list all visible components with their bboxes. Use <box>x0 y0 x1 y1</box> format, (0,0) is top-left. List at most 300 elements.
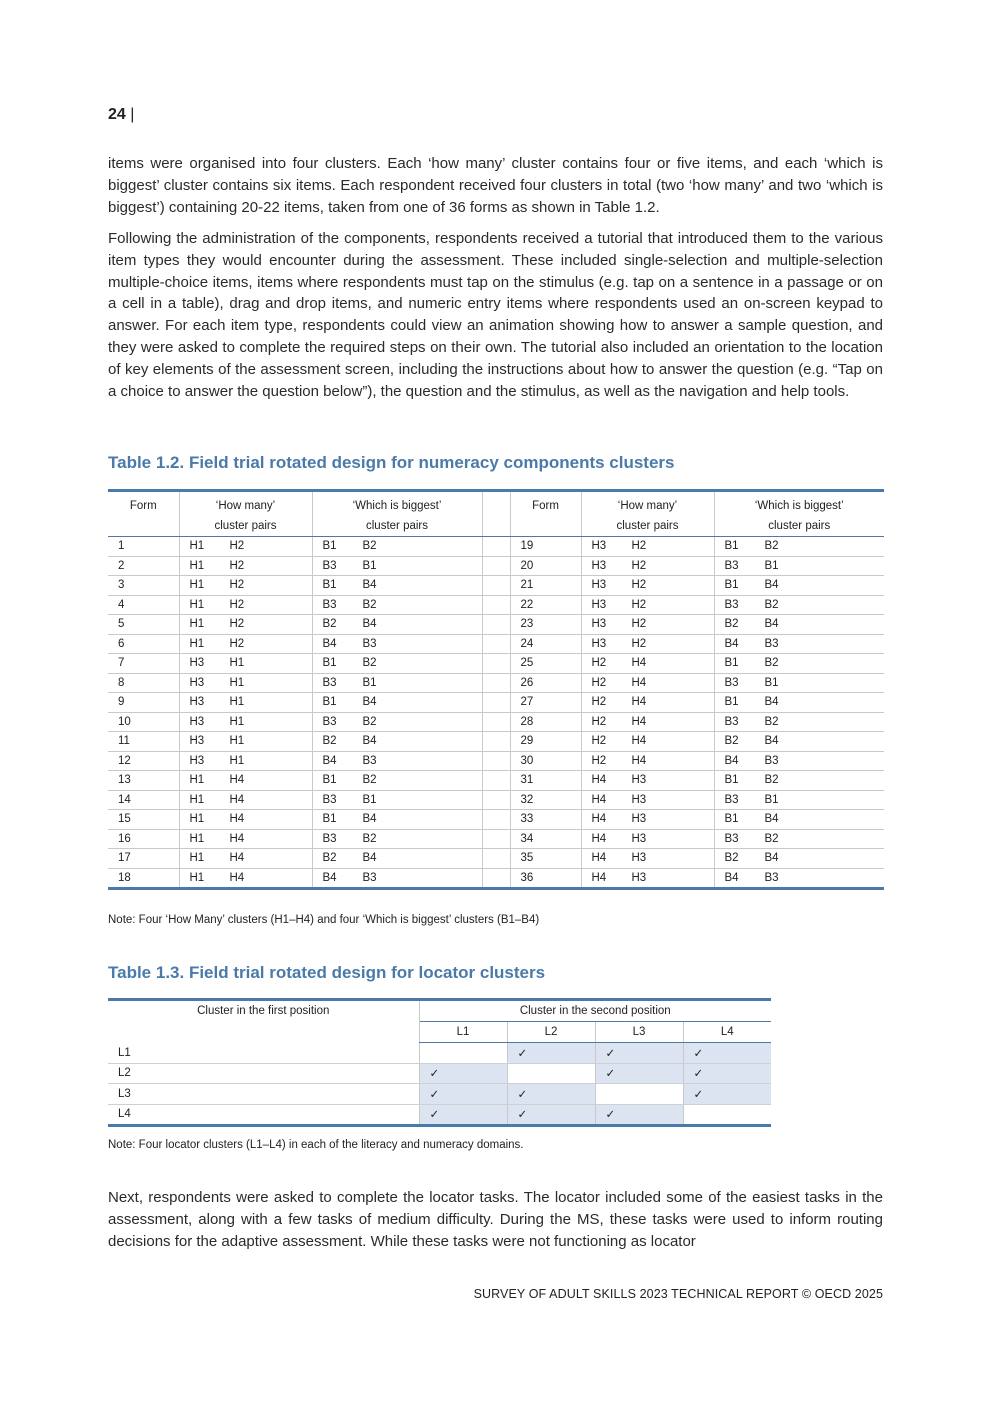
table-row <box>108 1104 771 1126</box>
table-row <box>108 537 884 557</box>
form-cell: 32 <box>510 790 581 810</box>
cluster-code: H4 <box>631 657 647 670</box>
cluster-code: H4 <box>631 735 647 748</box>
check-cell: ✓ <box>507 1104 595 1126</box>
cluster-code: B1 <box>322 813 337 826</box>
cluster-code: H1 <box>229 676 245 689</box>
cluster-code: B3 <box>724 598 739 611</box>
header-how-many: ‘How many’ cluster pairs <box>179 491 312 537</box>
cluster-code: H2 <box>591 696 607 709</box>
form-cell: 28 <box>510 712 581 732</box>
cluster-code: B3 <box>322 715 337 728</box>
form-cell: 20 <box>510 556 581 576</box>
which-biggest-cell <box>312 732 482 752</box>
cluster-code: H1 <box>189 559 205 572</box>
cluster-code: H1 <box>189 832 205 845</box>
cluster-code: B1 <box>322 774 337 787</box>
check-cell: ✓ <box>419 1104 507 1126</box>
cluster-code: B4 <box>362 579 377 592</box>
which-biggest-cell <box>714 654 884 674</box>
cluster-code: H2 <box>591 754 607 767</box>
cluster-code: H3 <box>189 715 205 728</box>
how-many-cell <box>179 615 312 635</box>
how-many-cell <box>179 693 312 713</box>
col-l4: L4 <box>683 1022 771 1043</box>
cluster-code: H1 <box>189 598 205 611</box>
table-1-2-header-row <box>108 491 884 537</box>
check-cell: ✓ <box>683 1084 771 1105</box>
header-first-position: Cluster in the first position <box>197 1005 330 1017</box>
how-many-cell <box>581 615 714 635</box>
form-cell: 16 <box>108 829 179 849</box>
cluster-code: B3 <box>322 793 337 806</box>
cluster-code: B1 <box>322 657 337 670</box>
cluster-code: B4 <box>764 852 779 865</box>
gap-cell <box>482 810 510 830</box>
cluster-code: H1 <box>229 696 245 709</box>
how-many-cell <box>581 712 714 732</box>
page-number-separator: | <box>130 106 135 123</box>
form-cell: 36 <box>510 868 581 889</box>
cluster-code: H2 <box>591 715 607 728</box>
cluster-code: B2 <box>764 598 779 611</box>
table-1-2-note: Note: Four ‘How Many’ clusters (H1–H4) and four ‘Which is biggest’ clusters (B1–B4) <box>108 914 540 926</box>
form-cell: 3 <box>108 576 179 596</box>
form-cell: 29 <box>510 732 581 752</box>
cluster-code: H4 <box>631 696 647 709</box>
form-cell: 11 <box>108 732 179 752</box>
cluster-code: H3 <box>631 793 647 806</box>
cluster-code: H1 <box>229 657 245 670</box>
table-row <box>108 576 884 596</box>
cluster-code: B3 <box>724 676 739 689</box>
form-cell: 18 <box>108 868 179 889</box>
cluster-code: B2 <box>322 735 337 748</box>
cluster-code: B1 <box>764 676 779 689</box>
how-many-cell <box>179 595 312 615</box>
form-cell: 35 <box>510 849 581 869</box>
how-many-cell <box>179 790 312 810</box>
gap-cell <box>482 595 510 615</box>
cluster-code: H4 <box>229 793 245 806</box>
cluster-code: H1 <box>189 540 205 553</box>
cluster-code: H2 <box>229 598 245 611</box>
cluster-code: B2 <box>724 852 739 865</box>
which-biggest-cell <box>714 732 884 752</box>
col-l1: L1 <box>419 1022 507 1043</box>
table-row <box>108 751 884 771</box>
which-biggest-cell <box>312 634 482 654</box>
table-1-2-caption: Table 1.2. Field trial rotated design for numeracy components clusters <box>108 453 675 472</box>
cluster-code: B3 <box>764 754 779 767</box>
how-many-cell <box>179 673 312 693</box>
how-many-cell <box>581 810 714 830</box>
form-cell: 15 <box>108 810 179 830</box>
which-biggest-cell <box>714 868 884 889</box>
cluster-code: H1 <box>229 735 245 748</box>
cluster-code: B3 <box>724 832 739 845</box>
cluster-code: B2 <box>322 852 337 865</box>
form-cell: 12 <box>108 751 179 771</box>
empty-cell <box>507 1063 595 1084</box>
table-row <box>108 790 884 810</box>
which-biggest-cell <box>312 556 482 576</box>
cluster-code: H1 <box>229 754 245 767</box>
cluster-code: B4 <box>322 754 337 767</box>
form-cell: 13 <box>108 771 179 791</box>
gap-cell <box>482 537 510 557</box>
which-biggest-cell <box>312 615 482 635</box>
cluster-code: H4 <box>591 852 607 865</box>
table-row <box>108 634 884 654</box>
check-cell: ✓ <box>595 1043 683 1064</box>
table-row <box>108 673 884 693</box>
header-which-biggest: ‘Which is biggest’ cluster pairs <box>312 491 482 537</box>
cluster-code: H4 <box>591 832 607 845</box>
check-cell: ✓ <box>595 1063 683 1084</box>
cluster-code: H2 <box>591 676 607 689</box>
cluster-code: H2 <box>631 559 647 572</box>
cluster-code: B1 <box>362 676 377 689</box>
cluster-code: B2 <box>362 657 377 670</box>
gap-cell <box>482 868 510 889</box>
form-cell: 6 <box>108 634 179 654</box>
cluster-code: B4 <box>362 813 377 826</box>
cluster-code: H1 <box>189 774 205 787</box>
cluster-code: H3 <box>189 676 205 689</box>
form-cell: 1 <box>108 537 179 557</box>
cluster-code: H2 <box>229 637 245 650</box>
form-cell: 14 <box>108 790 179 810</box>
page-number-value: 24 <box>108 106 126 123</box>
how-many-cell <box>581 829 714 849</box>
cluster-code: H4 <box>591 793 607 806</box>
which-biggest-cell <box>714 810 884 830</box>
cluster-code: B3 <box>724 559 739 572</box>
gap-cell <box>482 634 510 654</box>
how-many-cell <box>581 732 714 752</box>
header-second-position: Cluster in the second position <box>419 1000 771 1022</box>
cluster-code: B1 <box>724 774 739 787</box>
cluster-code: B3 <box>764 637 779 650</box>
gap-cell <box>482 751 510 771</box>
cluster-code: H3 <box>591 618 607 631</box>
cluster-code: B4 <box>362 618 377 631</box>
cluster-code: H4 <box>229 774 245 787</box>
cluster-code: B3 <box>724 715 739 728</box>
cluster-code: B1 <box>322 540 337 553</box>
cluster-code: B4 <box>322 637 337 650</box>
cluster-code: H1 <box>189 618 205 631</box>
cluster-code: B2 <box>724 618 739 631</box>
cluster-code: H2 <box>591 657 607 670</box>
cluster-code: H3 <box>591 598 607 611</box>
form-cell: 26 <box>510 673 581 693</box>
which-biggest-cell <box>312 771 482 791</box>
gap-cell <box>482 771 510 791</box>
cluster-code: B4 <box>322 871 337 884</box>
table-row <box>108 712 884 732</box>
how-many-cell <box>179 654 312 674</box>
cluster-code: H2 <box>631 579 647 592</box>
how-many-cell <box>581 556 714 576</box>
cluster-code: B1 <box>724 540 739 553</box>
how-many-cell <box>581 790 714 810</box>
cluster-code: B4 <box>362 735 377 748</box>
how-many-cell <box>179 810 312 830</box>
empty-cell <box>595 1084 683 1105</box>
which-biggest-cell <box>312 829 482 849</box>
cluster-code: B1 <box>362 793 377 806</box>
cluster-code: B2 <box>724 735 739 748</box>
cluster-code: B1 <box>322 579 337 592</box>
table-row <box>108 810 884 830</box>
table-1-3 <box>108 998 771 1127</box>
form-cell: 27 <box>510 693 581 713</box>
paragraph-locator: Next, respondents were asked to complete the locator tasks. The locator included some of the easiest tasks in the assessment, along with a few tasks of medium difficulty. During the MS, these tasks were used to inform routing decisions for the adaptive assessment. While these tasks were not functioning as locator <box>108 1189 883 1250</box>
which-biggest-cell <box>714 556 884 576</box>
empty-cell <box>419 1043 507 1064</box>
cluster-code: H3 <box>631 774 647 787</box>
which-biggest-cell <box>312 576 482 596</box>
cluster-code: B3 <box>764 871 779 884</box>
cluster-code: H4 <box>229 813 245 826</box>
how-many-cell <box>179 849 312 869</box>
form-cell: 23 <box>510 615 581 635</box>
cluster-code: B4 <box>764 579 779 592</box>
form-cell: 7 <box>108 654 179 674</box>
col-l2: L2 <box>507 1022 595 1043</box>
cluster-code: B4 <box>362 852 377 865</box>
gap-cell <box>482 849 510 869</box>
table-row <box>108 771 884 791</box>
cluster-code: B4 <box>764 696 779 709</box>
check-cell: ✓ <box>419 1084 507 1105</box>
how-many-cell <box>581 654 714 674</box>
gap-cell <box>482 790 510 810</box>
cluster-code: H4 <box>631 715 647 728</box>
how-many-cell <box>179 732 312 752</box>
cluster-code: B1 <box>764 559 779 572</box>
which-biggest-cell <box>312 868 482 889</box>
row-label: L1 <box>108 1043 419 1064</box>
cluster-code: B4 <box>764 813 779 826</box>
cluster-code: H4 <box>591 871 607 884</box>
which-biggest-cell <box>714 693 884 713</box>
cluster-code: B3 <box>362 871 377 884</box>
cluster-code: B2 <box>322 618 337 631</box>
cluster-code: B4 <box>724 754 739 767</box>
cluster-code: H3 <box>189 657 205 670</box>
cluster-code: B4 <box>764 735 779 748</box>
cluster-code: H1 <box>229 715 245 728</box>
check-cell: ✓ <box>683 1063 771 1084</box>
how-many-cell <box>581 693 714 713</box>
which-biggest-cell <box>312 595 482 615</box>
table-row <box>108 868 884 889</box>
table-row <box>108 595 884 615</box>
cluster-code: H2 <box>631 598 647 611</box>
cluster-code: H1 <box>189 852 205 865</box>
which-biggest-cell <box>714 537 884 557</box>
how-many-cell <box>581 537 714 557</box>
paragraph-tutorial: Following the administration of the components, respondents received a tutorial that introduced them to the various item types they would encounter during the assessment. These included single-selection and multiple-selection multiple-choice items, items where respondents must tap on the stimulus (e.g. tap on a sentence in a passage or on a cell in a table), drag and drop items, and numeric entry items where respondents used an on-screen keypad to answer. For each item type, respondents could view an animation showing how to answer a sample question, and they were asked to complete the required steps on their own. The tutorial also included an orientation to the location of key elements of the assessment screen, including the instructions about how to answer the question (e.g. “Tap on a choice to answer the question below”), the question and the stimulus, as well as the navigation and help tools. <box>108 230 883 400</box>
which-biggest-cell <box>714 790 884 810</box>
cluster-code: B2 <box>764 657 779 670</box>
cluster-code: H4 <box>631 676 647 689</box>
table-row <box>108 849 884 869</box>
which-biggest-cell <box>714 615 884 635</box>
form-cell: 9 <box>108 693 179 713</box>
which-biggest-cell <box>312 751 482 771</box>
gap-cell <box>482 576 510 596</box>
cluster-code: B3 <box>322 676 337 689</box>
cluster-code: B1 <box>724 579 739 592</box>
how-many-cell <box>581 634 714 654</box>
which-biggest-cell <box>714 576 884 596</box>
table-1-3-header-row <box>108 1000 771 1022</box>
cluster-code: H1 <box>189 793 205 806</box>
cluster-code: B2 <box>362 715 377 728</box>
table-row <box>108 556 884 576</box>
gap-cell <box>482 556 510 576</box>
cluster-code: H2 <box>229 559 245 572</box>
cluster-code: B3 <box>362 754 377 767</box>
cluster-code: H3 <box>631 871 647 884</box>
gap-cell <box>482 829 510 849</box>
which-biggest-cell <box>312 693 482 713</box>
row-label: L3 <box>108 1084 419 1105</box>
which-biggest-cell <box>714 829 884 849</box>
cluster-code: H2 <box>591 735 607 748</box>
cluster-code: B2 <box>764 774 779 787</box>
form-cell: 10 <box>108 712 179 732</box>
how-many-cell <box>581 849 714 869</box>
col-l3: L3 <box>595 1022 683 1043</box>
table-row <box>108 829 884 849</box>
cluster-code: H4 <box>631 754 647 767</box>
cluster-code: H3 <box>631 813 647 826</box>
which-biggest-cell <box>312 712 482 732</box>
which-biggest-cell <box>312 537 482 557</box>
cluster-code: H3 <box>591 540 607 553</box>
how-many-cell <box>179 556 312 576</box>
table-1-2 <box>108 489 884 890</box>
cluster-code: B1 <box>362 559 377 572</box>
form-cell: 5 <box>108 615 179 635</box>
cluster-code: H4 <box>229 832 245 845</box>
cluster-code: B3 <box>362 637 377 650</box>
form-cell: 30 <box>510 751 581 771</box>
how-many-cell <box>179 751 312 771</box>
which-biggest-cell <box>312 654 482 674</box>
table-row <box>108 1084 771 1105</box>
check-cell: ✓ <box>683 1043 771 1064</box>
form-cell: 17 <box>108 849 179 869</box>
cluster-code: H3 <box>189 696 205 709</box>
cluster-code: H3 <box>591 637 607 650</box>
how-many-cell <box>179 868 312 889</box>
cluster-code: H3 <box>631 832 647 845</box>
how-many-cell <box>179 537 312 557</box>
how-many-cell <box>581 868 714 889</box>
cluster-code: B2 <box>764 832 779 845</box>
empty-cell <box>683 1104 771 1126</box>
table-1-3-caption: Table 1.3. Field trial rotated design for locator clusters <box>108 963 546 982</box>
cluster-code: H2 <box>229 618 245 631</box>
form-cell: 2 <box>108 556 179 576</box>
check-cell: ✓ <box>419 1063 507 1084</box>
which-biggest-cell <box>312 810 482 830</box>
header-form-2: Form <box>510 491 581 537</box>
cluster-code: H1 <box>189 579 205 592</box>
which-biggest-cell <box>312 790 482 810</box>
cluster-code: H3 <box>189 754 205 767</box>
how-many-cell <box>179 712 312 732</box>
which-biggest-cell <box>714 712 884 732</box>
table-1-3-note: Note: Four locator clusters (L1–L4) in each of the literacy and numeracy domains. <box>108 1139 524 1151</box>
gap-cell <box>482 615 510 635</box>
table-row <box>108 615 884 635</box>
check-cell: ✓ <box>507 1043 595 1064</box>
gap-cell <box>482 654 510 674</box>
check-cell: ✓ <box>595 1104 683 1126</box>
how-many-cell <box>581 595 714 615</box>
cluster-code: H1 <box>189 813 205 826</box>
header-which-biggest-2: ‘Which is biggest’ cluster pairs <box>714 491 884 537</box>
cluster-code: B2 <box>362 540 377 553</box>
cluster-code: B4 <box>362 696 377 709</box>
cluster-code: B2 <box>362 598 377 611</box>
page-footer: SURVEY OF ADULT SKILLS 2023 TECHNICAL REPORT © OECD 2025 <box>473 1287 883 1301</box>
cluster-code: H3 <box>631 852 647 865</box>
which-biggest-cell <box>714 673 884 693</box>
paragraph-intro: items were organised into four clusters. Each ‘how many’ cluster contains four or five items, and each ‘which is biggest’ cluster contains six items. Each respondent received four clusters in total (two ‘how many’ and two ‘which is biggest’) containing 20-22 items, taken from one of 36 forms as shown in Table 1.2. <box>108 155 883 216</box>
cluster-code: B2 <box>764 540 779 553</box>
cluster-code: B2 <box>764 715 779 728</box>
table-row <box>108 654 884 674</box>
cluster-code: H2 <box>631 618 647 631</box>
cluster-code: H1 <box>189 871 205 884</box>
gap-cell <box>482 693 510 713</box>
header-gap <box>482 491 510 537</box>
cluster-code: H2 <box>229 540 245 553</box>
cluster-code: B1 <box>724 657 739 670</box>
form-cell: 25 <box>510 654 581 674</box>
form-cell: 22 <box>510 595 581 615</box>
which-biggest-cell <box>714 849 884 869</box>
gap-cell <box>482 673 510 693</box>
which-biggest-cell <box>714 595 884 615</box>
cluster-code: B2 <box>362 832 377 845</box>
header-how-many-2: ‘How many’ cluster pairs <box>581 491 714 537</box>
cluster-code: B2 <box>362 774 377 787</box>
which-biggest-cell <box>312 673 482 693</box>
which-biggest-cell <box>714 634 884 654</box>
cluster-code: B1 <box>764 793 779 806</box>
cluster-code: B4 <box>724 637 739 650</box>
cluster-code: B1 <box>322 696 337 709</box>
cluster-code: H3 <box>189 735 205 748</box>
form-cell: 24 <box>510 634 581 654</box>
cluster-code: B1 <box>724 813 739 826</box>
form-cell: 21 <box>510 576 581 596</box>
cluster-code: H4 <box>591 774 607 787</box>
cluster-code: H4 <box>591 813 607 826</box>
cluster-code: H2 <box>631 540 647 553</box>
form-cell: 19 <box>510 537 581 557</box>
form-cell: 8 <box>108 673 179 693</box>
